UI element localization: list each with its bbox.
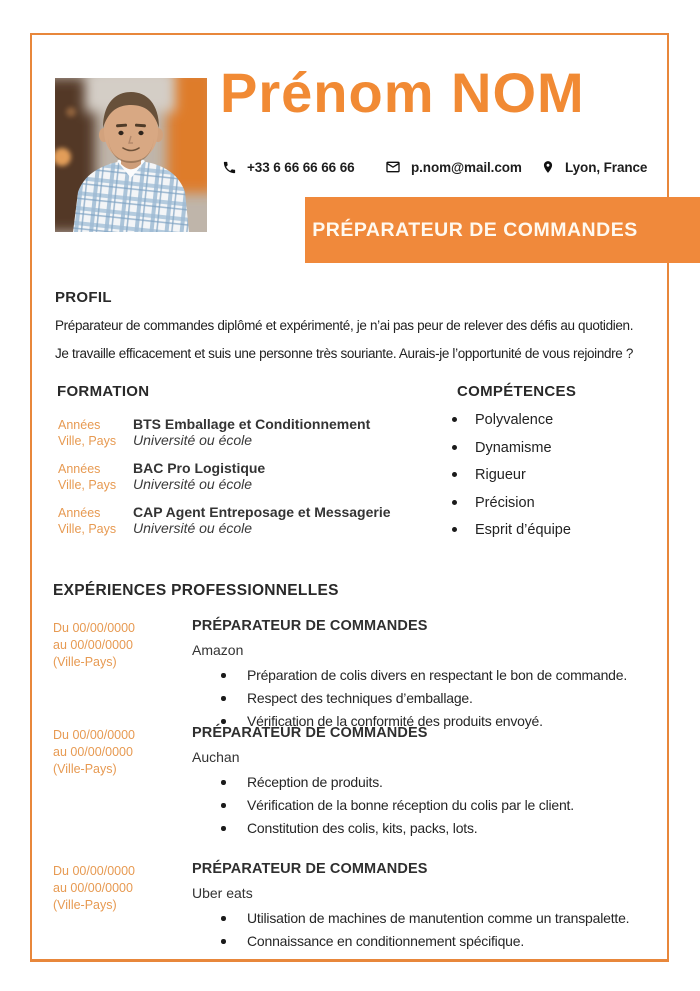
competence-item: Précision bbox=[452, 495, 571, 511]
candidate-name: Prénom NOM bbox=[220, 61, 585, 124]
formation-entry bbox=[58, 460, 265, 492]
experience-detail bbox=[192, 618, 663, 729]
experience-task-list bbox=[192, 668, 663, 729]
experience-date-from: Du 00/00/0000 bbox=[53, 864, 136, 878]
experience-date-from: Du 00/00/0000 bbox=[53, 621, 136, 635]
experience-city: (Ville-Pays) bbox=[53, 898, 117, 912]
formation-school: Université ou école bbox=[133, 476, 253, 492]
experience-task: Respect des techniques d’emballage. bbox=[192, 691, 663, 706]
map-pin-icon bbox=[541, 159, 555, 175]
experience-task: Constitution des colis, kits, packs, lots. bbox=[192, 821, 663, 836]
competences-list bbox=[452, 412, 571, 550]
job-title-banner bbox=[305, 197, 700, 263]
experiences-heading: EXPÉRIENCES PROFESSIONNELLES bbox=[53, 582, 339, 599]
formation-detail bbox=[133, 460, 265, 492]
formation-school: Université ou école bbox=[133, 520, 253, 536]
competence-item: Esprit d’équipe bbox=[452, 522, 571, 538]
experience-city: (Ville-Pays) bbox=[53, 762, 117, 776]
phone-number: +33 6 66 66 66 66 bbox=[247, 159, 355, 175]
profil-line: Je travaille efficacement et suis une personne très souriante. Aurais-je l’opportunité de vous rejoindre ? bbox=[55, 346, 634, 361]
experience-task: Réception de produits. bbox=[192, 775, 663, 790]
experience-date-from: Du 00/00/0000 bbox=[53, 728, 136, 742]
formation-period-location bbox=[58, 461, 130, 493]
formation-period: Années bbox=[58, 418, 101, 432]
location-text: Lyon, France bbox=[565, 159, 648, 175]
experience-detail bbox=[192, 725, 663, 836]
formation-title: BTS Emballage et Conditionnement bbox=[133, 416, 371, 432]
experience-date-to: au 00/00/0000 bbox=[53, 745, 133, 759]
phone-icon bbox=[222, 160, 237, 175]
envelope-icon bbox=[385, 159, 401, 175]
competences-heading: COMPÉTENCES bbox=[457, 383, 577, 400]
formation-title: BAC Pro Logistique bbox=[133, 460, 266, 476]
experience-entry bbox=[53, 861, 663, 957]
email-address: p.nom@mail.com bbox=[411, 159, 522, 175]
experience-task: Connaissance en conditionnement spécifique. bbox=[192, 934, 663, 949]
experience-company: Auchan bbox=[192, 749, 240, 765]
formation-location: Ville, Pays bbox=[58, 434, 117, 448]
formation-school: Université ou école bbox=[133, 432, 253, 448]
experience-task: Préparation de colis divers en respectant le bon de commande. bbox=[192, 668, 663, 683]
experience-company: Amazon bbox=[192, 642, 244, 658]
formation-entry bbox=[58, 416, 370, 448]
experience-date-to: au 00/00/0000 bbox=[53, 638, 133, 652]
experience-title: PRÉPARATEUR DE COMMANDES bbox=[192, 618, 428, 634]
formation-entry bbox=[58, 504, 391, 536]
competence-item: Polyvalence bbox=[452, 412, 571, 428]
experience-title: PRÉPARATEUR DE COMMANDES bbox=[192, 861, 428, 877]
profile-photo bbox=[55, 78, 207, 232]
profil-paragraph bbox=[55, 312, 633, 368]
formation-location: Ville, Pays bbox=[58, 522, 117, 536]
experience-dates bbox=[53, 863, 185, 914]
experience-task-list bbox=[192, 775, 663, 836]
experience-task: Vérification de la conformité des produits envoyé. bbox=[192, 714, 663, 729]
formation-period-location bbox=[58, 417, 130, 449]
location-contact bbox=[541, 155, 647, 179]
experience-entry bbox=[53, 618, 663, 737]
experience-detail bbox=[192, 861, 663, 949]
formation-detail bbox=[133, 416, 370, 448]
formation-period: Années bbox=[58, 462, 101, 476]
experience-dates bbox=[53, 727, 185, 778]
experience-entry bbox=[53, 725, 663, 844]
formation-location: Ville, Pays bbox=[58, 478, 117, 492]
portrait-illustration bbox=[55, 78, 207, 232]
formation-title: CAP Agent Entreposage et Messagerie bbox=[133, 504, 391, 520]
job-title-text: PRÉPARATEUR DE COMMANDES bbox=[312, 218, 638, 241]
experience-title: PRÉPARATEUR DE COMMANDES bbox=[192, 725, 428, 741]
experience-city: (Ville-Pays) bbox=[53, 655, 117, 669]
formation-period-location bbox=[58, 505, 130, 537]
phone-contact bbox=[222, 155, 355, 179]
competence-item: Rigueur bbox=[452, 467, 571, 483]
experience-task: Vérification de la bonne réception du colis par le client. bbox=[192, 798, 663, 813]
profil-heading: PROFIL bbox=[55, 289, 112, 306]
formation-detail bbox=[133, 504, 391, 536]
experience-dates bbox=[53, 620, 185, 671]
experience-task-list bbox=[192, 911, 663, 949]
formation-heading: FORMATION bbox=[57, 383, 150, 400]
competence-item: Dynamisme bbox=[452, 440, 571, 456]
experience-task: Utilisation de machines de manutention comme un transpalette. bbox=[192, 911, 663, 926]
formation-period: Années bbox=[58, 506, 101, 520]
email-contact bbox=[385, 155, 522, 179]
experience-company: Uber eats bbox=[192, 885, 253, 901]
experience-date-to: au 00/00/0000 bbox=[53, 881, 133, 895]
profil-line: Préparateur de commandes diplômé et expérimenté, je n’ai pas peur de relever des défis au quotidien. bbox=[55, 318, 634, 333]
